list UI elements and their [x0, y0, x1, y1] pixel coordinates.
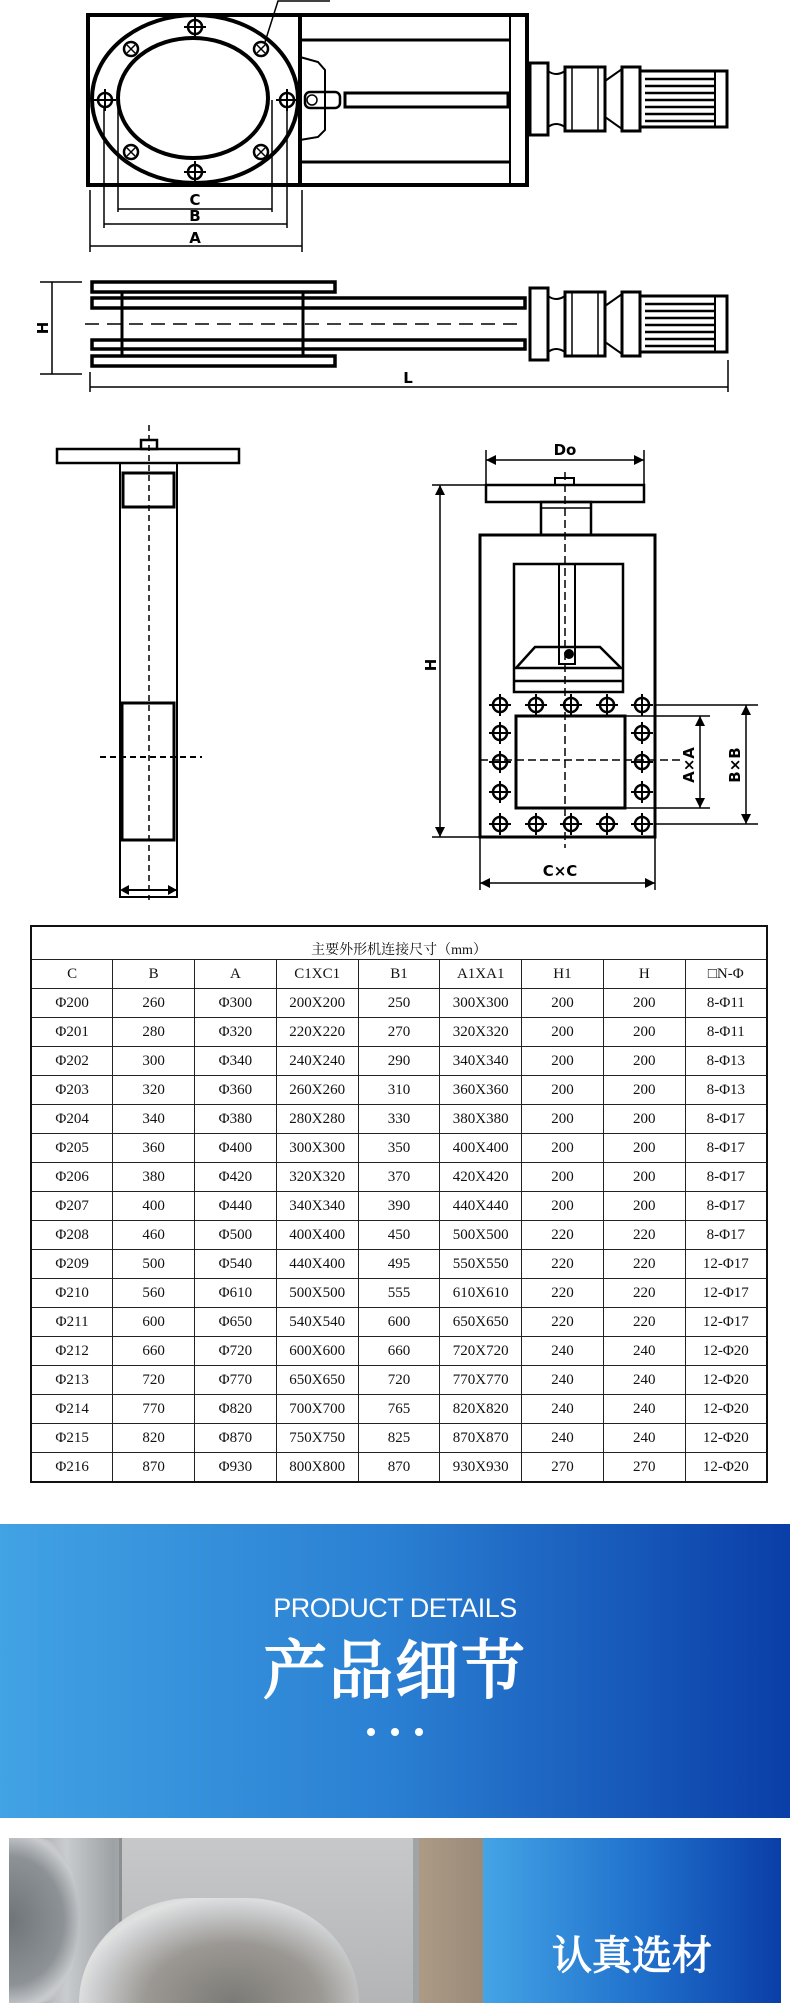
table-cell: 495 [358, 1250, 440, 1279]
table-cell: 200X200 [276, 989, 358, 1018]
table-cell: 320 [113, 1076, 195, 1105]
table-cell: 400X400 [276, 1221, 358, 1250]
table-cell: Φ400 [195, 1134, 277, 1163]
table-cell: 8-Φ17 [685, 1221, 767, 1250]
table-cell: 340X340 [440, 1047, 522, 1076]
table-cell: 600 [113, 1308, 195, 1337]
table-cell: Φ540 [195, 1250, 277, 1279]
table-cell: Φ500 [195, 1221, 277, 1250]
product-photo [9, 1838, 483, 2003]
table-cell: 12-Φ20 [685, 1424, 767, 1453]
table-cell: 765 [358, 1395, 440, 1424]
technical-drawings [0, 0, 790, 910]
table-cell: Φ320 [195, 1018, 277, 1047]
table-cell: 450 [358, 1221, 440, 1250]
table-cell: Φ211 [31, 1308, 113, 1337]
banner-title: 产品细节 [263, 1635, 527, 1709]
table-row [31, 989, 767, 1018]
table-cell: 300X300 [276, 1134, 358, 1163]
table-cell: 220 [522, 1221, 604, 1250]
table-cell: 12-Φ20 [685, 1395, 767, 1424]
table-cell: 220 [603, 1250, 685, 1279]
table-cell: 220 [603, 1308, 685, 1337]
table-cell: 870X870 [440, 1424, 522, 1453]
table-cell: Φ205 [31, 1134, 113, 1163]
table-cell: 12-Φ20 [685, 1453, 767, 1483]
table-cell: 380X380 [440, 1105, 522, 1134]
table-cell: 8-Φ17 [685, 1134, 767, 1163]
table-cell: 200 [522, 1192, 604, 1221]
column-header: A [195, 960, 277, 989]
dimension-label-b: B [189, 207, 201, 225]
table-title: 主要外形机连接尺寸（mm） [31, 926, 767, 960]
top-view-drawing [88, 1, 727, 252]
table-cell: Φ209 [31, 1250, 113, 1279]
table-cell: 12-Φ17 [685, 1308, 767, 1337]
table-cell: 770 [113, 1395, 195, 1424]
product-details-banner [0, 1524, 790, 1818]
table-cell: 200 [603, 989, 685, 1018]
feature-title: 认真选材 [552, 1933, 712, 1979]
table-cell: 290 [358, 1047, 440, 1076]
table-cell: 220X220 [276, 1018, 358, 1047]
table-cell: 310 [358, 1076, 440, 1105]
table-cell: 260 [113, 989, 195, 1018]
table-row [31, 1221, 767, 1250]
table-cell: Φ215 [31, 1424, 113, 1453]
table-cell: 200 [603, 1163, 685, 1192]
table-cell: 200 [522, 1105, 604, 1134]
table-cell: 8-Φ13 [685, 1076, 767, 1105]
dimension-label-axa: A×A [680, 747, 698, 783]
table-cell: Φ300 [195, 989, 277, 1018]
table-cell: 220 [603, 1279, 685, 1308]
table-row [31, 1424, 767, 1453]
dimension-label-a: A [189, 229, 201, 247]
table-cell: 8-Φ13 [685, 1047, 767, 1076]
table-cell: 200 [603, 1047, 685, 1076]
table-cell: 550X550 [440, 1250, 522, 1279]
table-cell: 300 [113, 1047, 195, 1076]
table-cell: 12-Φ17 [685, 1250, 767, 1279]
table-cell: Φ213 [31, 1366, 113, 1395]
table-cell: 320X320 [440, 1018, 522, 1047]
dimension-label-do: Do [553, 441, 577, 459]
dimension-label-cxc: C×C [542, 862, 578, 880]
dimension-table [30, 925, 768, 1483]
table-cell: Φ420 [195, 1163, 277, 1192]
table-cell: 200 [522, 989, 604, 1018]
table-cell: 8-Φ17 [685, 1105, 767, 1134]
table-cell: 770X770 [440, 1366, 522, 1395]
table-cell: 750X750 [276, 1424, 358, 1453]
table-cell: Φ207 [31, 1192, 113, 1221]
table-cell: Φ204 [31, 1105, 113, 1134]
table-row [31, 1279, 767, 1308]
table-cell: 825 [358, 1424, 440, 1453]
table-cell: 220 [522, 1250, 604, 1279]
table-cell: 12-Φ20 [685, 1337, 767, 1366]
table-cell: 380 [113, 1163, 195, 1192]
table-cell: 240 [603, 1337, 685, 1366]
table-cell: Φ206 [31, 1163, 113, 1192]
table-row [31, 1192, 767, 1221]
dot [367, 1728, 375, 1736]
table-row [31, 1134, 767, 1163]
table-cell: 460 [113, 1221, 195, 1250]
table-cell: 200 [603, 1076, 685, 1105]
table-cell: 200 [522, 1047, 604, 1076]
table-cell: 870 [358, 1453, 440, 1483]
motor-top-view [530, 63, 727, 135]
table-cell: Φ201 [31, 1018, 113, 1047]
table-cell: 12-Φ17 [685, 1279, 767, 1308]
table-cell: 220 [603, 1221, 685, 1250]
table-row [31, 1105, 767, 1134]
table-cell: 12-Φ20 [685, 1366, 767, 1395]
table-row [31, 1047, 767, 1076]
table-cell: 660 [113, 1337, 195, 1366]
banner-subtitle: PRODUCT DETAILS [273, 1593, 517, 1623]
table-cell: 200 [603, 1134, 685, 1163]
column-header: A1XA1 [440, 960, 522, 989]
table-cell: 400 [113, 1192, 195, 1221]
table-cell: 320X320 [276, 1163, 358, 1192]
table-cell: 240 [603, 1395, 685, 1424]
table-cell: 540X540 [276, 1308, 358, 1337]
table-cell: 200 [603, 1192, 685, 1221]
table-cell: 220 [522, 1279, 604, 1308]
table-cell: 660 [358, 1337, 440, 1366]
table-cell: 400X400 [440, 1134, 522, 1163]
table-cell: Φ203 [31, 1076, 113, 1105]
table-cell: 200 [522, 1018, 604, 1047]
table-row [31, 1076, 767, 1105]
table-cell: Φ208 [31, 1221, 113, 1250]
table-cell: 360 [113, 1134, 195, 1163]
dot [391, 1728, 399, 1736]
table-cell: 270 [603, 1453, 685, 1483]
table-cell: Φ216 [31, 1453, 113, 1483]
table-cell: 340X340 [276, 1192, 358, 1221]
table-cell: 820X820 [440, 1395, 522, 1424]
table-cell: Φ720 [195, 1337, 277, 1366]
table-cell: 610X610 [440, 1279, 522, 1308]
dimension-label-h-side: H [34, 321, 52, 335]
table-cell: 440X400 [276, 1250, 358, 1279]
table-cell: Φ214 [31, 1395, 113, 1424]
table-cell: Φ870 [195, 1424, 277, 1453]
table-cell: 820 [113, 1424, 195, 1453]
table-cell: 200 [603, 1018, 685, 1047]
banner-dots [0, 1728, 790, 1736]
table-cell: 200 [522, 1076, 604, 1105]
table-cell: Φ650 [195, 1308, 277, 1337]
motor-side-view [530, 288, 727, 360]
table-cell: 650X650 [276, 1366, 358, 1395]
table-cell: 240 [522, 1366, 604, 1395]
table-cell: 260X260 [276, 1076, 358, 1105]
table-cell: Φ610 [195, 1279, 277, 1308]
table-cell: Φ930 [195, 1453, 277, 1483]
front-view-drawing [422, 441, 758, 890]
column-header: C [31, 960, 113, 989]
table-cell: 930X930 [440, 1453, 522, 1483]
table-cell: 330 [358, 1105, 440, 1134]
table-cell: Φ202 [31, 1047, 113, 1076]
column-header: H1 [522, 960, 604, 989]
table-cell: 700X700 [276, 1395, 358, 1424]
table-cell: Φ200 [31, 989, 113, 1018]
table-row [31, 1366, 767, 1395]
table-cell: 340 [113, 1105, 195, 1134]
table-cell: 240 [522, 1337, 604, 1366]
table-cell: 370 [358, 1163, 440, 1192]
table-cell: Φ770 [195, 1366, 277, 1395]
table-cell: Φ210 [31, 1279, 113, 1308]
table-cell: Φ820 [195, 1395, 277, 1424]
table-cell: 250 [358, 989, 440, 1018]
table-cell: 240 [522, 1424, 604, 1453]
table-row [31, 1337, 767, 1366]
table-cell: Φ360 [195, 1076, 277, 1105]
table-row [31, 1250, 767, 1279]
table-cell: Φ380 [195, 1105, 277, 1134]
table-cell: 200 [603, 1105, 685, 1134]
table-cell: 420X420 [440, 1163, 522, 1192]
table-cell: 270 [358, 1018, 440, 1047]
table-cell: Φ212 [31, 1337, 113, 1366]
dimension-label-c: C [189, 191, 201, 209]
table-cell: 8-Φ17 [685, 1192, 767, 1221]
table-cell: 240X240 [276, 1047, 358, 1076]
table-row [31, 1395, 767, 1424]
dimension-label-bxb: B×B [726, 747, 744, 783]
table-cell: 500 [113, 1250, 195, 1279]
table-cell: 200 [522, 1163, 604, 1192]
dimension-label-l: L [403, 369, 413, 387]
table-cell: 220 [522, 1308, 604, 1337]
table-cell: 8-Φ11 [685, 989, 767, 1018]
table-row [31, 1308, 767, 1337]
dot [415, 1728, 423, 1736]
table-cell: 8-Φ17 [685, 1163, 767, 1192]
table-cell: 280X280 [276, 1105, 358, 1134]
table-cell: 390 [358, 1192, 440, 1221]
table-cell: 280 [113, 1018, 195, 1047]
table-row [31, 1018, 767, 1047]
column-header: B [113, 960, 195, 989]
table-cell: 650X650 [440, 1308, 522, 1337]
table-cell: 300X300 [440, 989, 522, 1018]
table-cell: 555 [358, 1279, 440, 1308]
table-cell: 350 [358, 1134, 440, 1163]
table-cell: 500X500 [276, 1279, 358, 1308]
table-cell: 8-Φ11 [685, 1018, 767, 1047]
photo-side-pipe [9, 1838, 79, 2003]
table-row [31, 1163, 767, 1192]
table-cell: 200 [522, 1134, 604, 1163]
table-cell: 500X500 [440, 1221, 522, 1250]
table-cell: 270 [522, 1453, 604, 1483]
table-cell: 240 [603, 1424, 685, 1453]
table-cell: 240 [522, 1395, 604, 1424]
table-cell: Φ340 [195, 1047, 277, 1076]
table-cell: 720X720 [440, 1337, 522, 1366]
profile-view-drawing [57, 425, 239, 900]
table-cell: 600 [358, 1308, 440, 1337]
table-cell: 240 [603, 1366, 685, 1395]
table-cell: 600X600 [276, 1337, 358, 1366]
side-view-drawing [34, 282, 728, 392]
table-cell: 440X440 [440, 1192, 522, 1221]
table-cell: 720 [358, 1366, 440, 1395]
table-cell: 720 [113, 1366, 195, 1395]
table-header-row [31, 960, 767, 989]
table-cell: Φ440 [195, 1192, 277, 1221]
column-header: C1XC1 [276, 960, 358, 989]
table-cell: 360X360 [440, 1076, 522, 1105]
column-header: B1 [358, 960, 440, 989]
table-cell: 870 [113, 1453, 195, 1483]
table-cell: 560 [113, 1279, 195, 1308]
column-header: □N-Φ [685, 960, 767, 989]
column-header: H [603, 960, 685, 989]
table-row [31, 1453, 767, 1483]
feature-panel [483, 1838, 781, 2003]
table-cell: 800X800 [276, 1453, 358, 1483]
dimension-label-h-front: H [422, 658, 440, 672]
